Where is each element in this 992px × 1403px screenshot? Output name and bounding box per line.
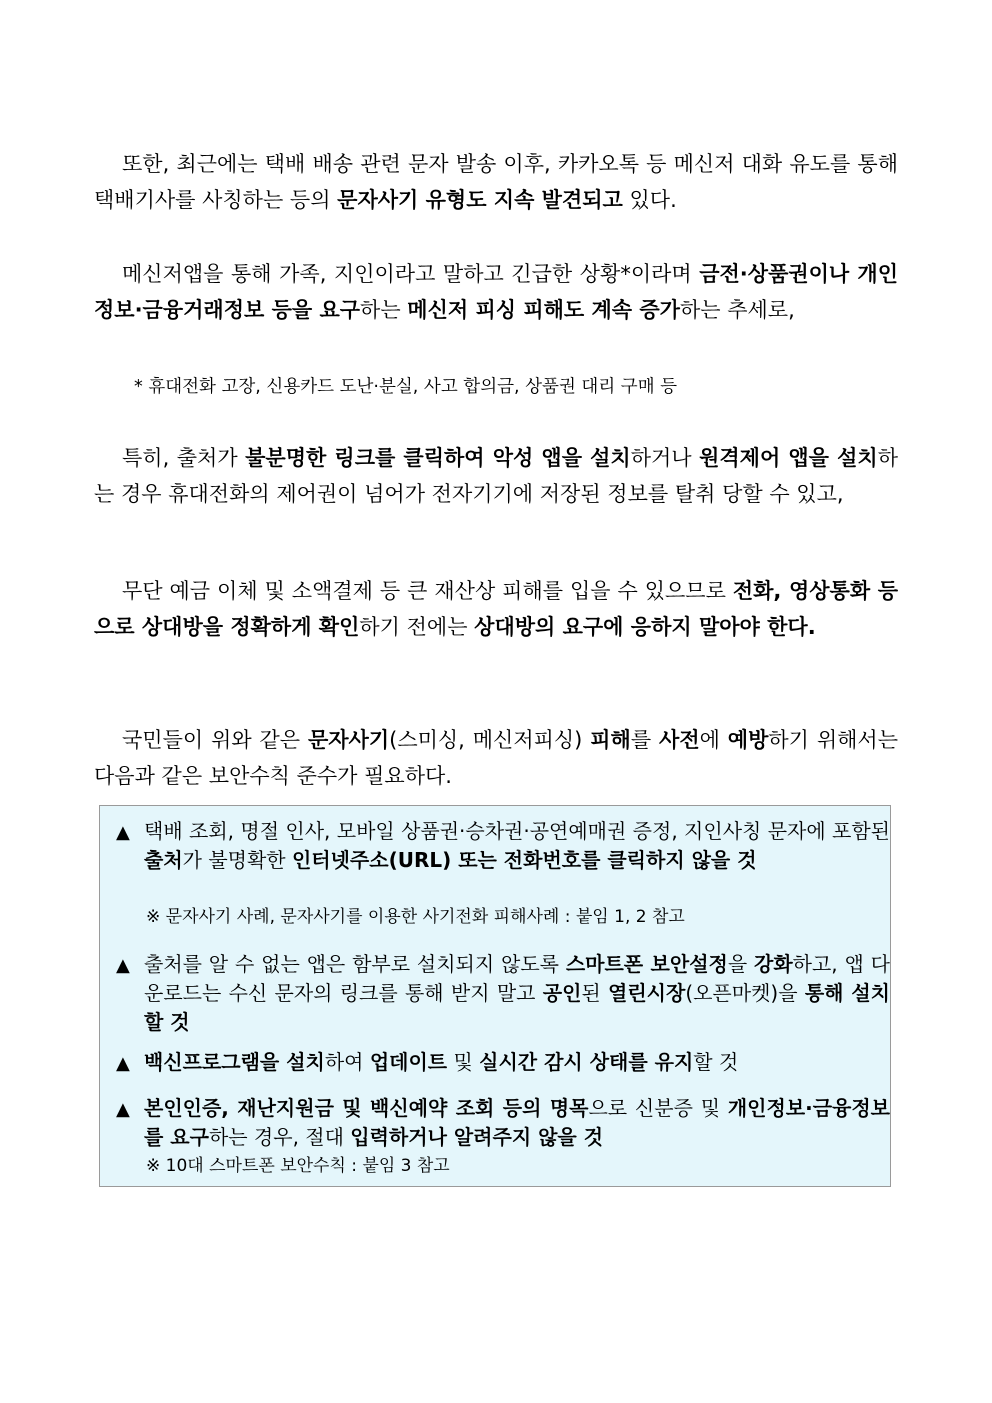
emphasis: 스마트폰 보안설정 [565, 952, 728, 976]
text: 에 [699, 728, 728, 752]
text: (스미싱, 메신저피싱) [389, 728, 591, 752]
security-rules-box [99, 805, 891, 1187]
emphasis: 업데이트 [369, 1050, 448, 1074]
text: 하는 추세로, [679, 298, 795, 322]
emphasis: 원격제어 앱을 설치 [699, 446, 878, 470]
paragraph-financial-damage [94, 573, 898, 645]
text: 하기 전에는 [359, 615, 475, 639]
triangle-bullet-icon: ▲ [116, 822, 130, 843]
text: 하여 [324, 1050, 370, 1074]
emphasis: 문자사기 [307, 728, 390, 752]
emphasis: 열린시장 [608, 981, 686, 1005]
emphasis: 출처 [144, 848, 183, 872]
text: 하는 경우 휴대전화의 제어권이 넘어가 전자기기에 저장된 정보를 탈취 당할 수 있고, [94, 446, 898, 506]
emphasis: 실시간 감시 상태를 유지 [479, 1050, 694, 1074]
rule-item-personal-info [116, 1094, 892, 1152]
text: 하거나 [630, 446, 700, 470]
text: (오픈마켓)을 [685, 981, 805, 1005]
rule-note-ten-rules: ※ 10대 스마트폰 보안수칙 : 붙임 3 참고 [146, 1156, 450, 1176]
emphasis: 통해 설치할 것 [144, 981, 890, 1034]
emphasis: 개인정보·금융정보를 요구 [144, 1096, 890, 1149]
emphasis: 문자사기 유형도 지속 발견되고 [337, 188, 623, 212]
text: 또한, 최근에는 택배 배송 관련 문자 발송 이후, 카카오톡 등 메신저 대화 유도를 통해 택배기사를 사칭하는 등의 [94, 152, 898, 212]
text: 국민들이 위와 같은 [122, 728, 308, 752]
emphasis: 전화, 영상통화 등으로 상대방을 정확하게 확인 [94, 579, 898, 639]
text: 하기 위해서는 다음과 같은 보안수칙 준수가 필요하다. [94, 728, 898, 788]
rule-item-no-click [116, 817, 892, 875]
rule-item-security-settings [116, 950, 892, 1037]
text: 출처를 알 수 없는 앱은 함부로 설치되지 않도록 [144, 952, 566, 976]
footnote-urgent-situations: * 휴대전화 고장, 신용카드 도난·분실, 사고 합의금, 상품권 대리 구매 등 [134, 377, 678, 397]
paragraph-prevention-intro [94, 722, 898, 794]
emphasis: 상대방의 요구에 응하지 말아야 한다. [474, 615, 816, 639]
text: 메신저앱을 통해 가족, 지인이라고 말하고 긴급한 상황*이라며 [122, 262, 700, 286]
text: 된 [581, 981, 609, 1005]
emphasis: 피해 [590, 728, 631, 752]
emphasis: 사전 [659, 728, 700, 752]
text: 하는 [360, 298, 408, 322]
text: 하는 경우, 절대 [208, 1125, 351, 1149]
text: 을 [727, 952, 755, 976]
emphasis: 공인 [542, 981, 582, 1005]
text: 가 불명확한 [182, 848, 292, 872]
text: 하고, 앱 다운로드는 수신 문자의 링크를 통해 받지 말고 [144, 952, 890, 1005]
emphasis: 불분명한 링크를 클릭하여 악성 앱을 설치 [245, 446, 631, 470]
text: 특히, 출처가 [122, 446, 246, 470]
emphasis: 강화 [754, 952, 793, 976]
triangle-bullet-icon: ▲ [116, 955, 130, 976]
emphasis: 금전·상품권이나 개인정보·금융거래정보 등을 요구 [94, 262, 898, 322]
emphasis: 예방 [727, 728, 769, 752]
rule-item-antivirus [116, 1048, 892, 1077]
text: 있다. [622, 188, 677, 212]
text: 으로 신분증 및 [588, 1096, 728, 1120]
emphasis: 백신프로그램을 설치 [144, 1050, 325, 1074]
text: 무단 예금 이체 및 소액결제 등 큰 재산상 피해를 입을 수 있으므로 [122, 579, 733, 603]
emphasis: 메신저 피싱 피해도 계속 증가 [407, 298, 680, 322]
emphasis: 본인인증, 재난지원금 및 백신예약 조회 등의 명목 [144, 1096, 589, 1120]
text: 할 것 [693, 1050, 739, 1074]
paragraph-malicious-app [94, 440, 898, 512]
emphasis: 입력하거나 알려주지 않을 것 [350, 1125, 604, 1149]
paragraph-messenger-phishing [94, 256, 898, 328]
text: 를 [630, 728, 660, 752]
triangle-bullet-icon: ▲ [116, 1099, 130, 1120]
rule-note-examples: ※ 문자사기 사례, 문자사기를 이용한 사기전화 피해사례 : 붙임 1, 2 참고 [146, 907, 685, 927]
text: 및 [447, 1050, 480, 1074]
emphasis: 인터넷주소(URL) 또는 전화번호를 클릭하지 않을 것 [291, 848, 757, 872]
triangle-bullet-icon: ▲ [116, 1053, 130, 1074]
text: 택배 조회, 명절 인사, 모바일 상품권·승차권·공연예매권 증정, 지인사칭 문자에 포함된 [144, 819, 890, 843]
paragraph-messenger-lure [94, 146, 898, 218]
